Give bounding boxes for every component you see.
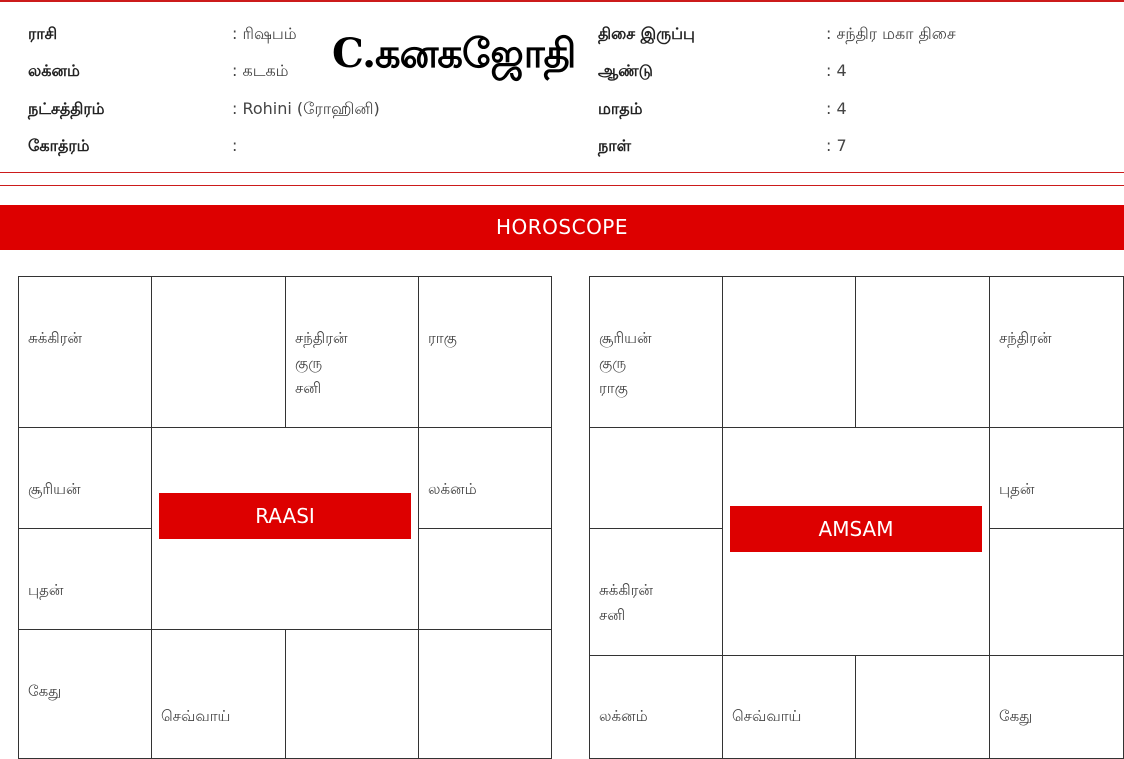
amsam-house-4 [989,276,1124,428]
raasi-house-planets: சந்திரன் குரு சனி [295,329,348,397]
raasi-house-6 [418,528,552,630]
raasi-house-2 [151,276,286,428]
raasi-house-planets: லக்னம் [428,480,477,498]
amsam-house-2 [722,276,856,428]
amsam-house-planets: லக்னம் [599,707,648,725]
raasi-label-badge: RAASI [159,493,411,539]
raasi-house-1 [18,276,152,428]
raasi-house-5 [418,427,552,529]
info-value-dasa: : சந்திர மகா திசை [826,24,956,43]
amsam-house-planets: சுக்கிரன் சனி [599,581,653,624]
raasi-house-3 [285,276,419,428]
raasi-house-planets: ராகு [428,329,457,347]
raasi-house-11 [18,528,152,630]
info-label-year: ஆண்டு [598,61,653,80]
info-value-rasi: : ரிஷபம் [232,24,297,43]
info-value-lagnam: : கடகம் [232,61,289,80]
raasi-house-4 [418,276,552,428]
amsam-house-planets: புதன் [999,480,1035,498]
person-name-overlay: C.கனகஜோதி [332,30,576,77]
info-label-rasi: ராசி [28,24,58,43]
info-value-year: : 4 [826,61,847,80]
raasi-house-planets: சூரியன் [28,480,81,498]
raasi-house-planets: செவ்வாய் [161,707,231,725]
horoscope-banner: HOROSCOPE [0,205,1124,250]
info-label-day: நாள் [598,136,632,155]
amsam-house-planets: சந்திரன் [999,329,1052,347]
amsam-house-9 [722,655,856,759]
amsam-house-10 [589,655,723,759]
amsam-house-6 [989,528,1124,656]
info-value-nakshatra: : Rohini (ரோஹினி) [232,99,380,118]
amsam-house-8 [855,655,990,759]
amsam-house-5 [989,427,1124,529]
info-label-month: மாதம் [598,99,643,118]
info-value-day: : 7 [826,136,847,155]
info-value-gotram: : [232,136,238,155]
amsam-house-11 [589,528,723,656]
info-label-gotram: கோத்ரம் [28,136,90,155]
raasi-house-planets: கேது [28,682,62,700]
top-border [0,0,1124,2]
info-label-dasa: திசை இருப்பு [598,24,695,43]
raasi-house-12 [18,427,152,529]
raasi-house-9 [151,629,286,759]
amsam-house-1 [589,276,723,428]
amsam-house-planets: செவ்வாய் [732,707,802,725]
amsam-house-7 [989,655,1124,759]
info-label-nakshatra: நட்சத்திரம் [28,99,105,118]
raasi-house-planets: புதன் [28,581,64,599]
amsam-house-3 [855,276,990,428]
raasi-house-7 [418,629,552,759]
info-label-lagnam: லக்னம் [28,61,80,80]
amsam-house-planets: கேது [999,707,1033,725]
raasi-house-planets: சுக்கிரன் [28,329,82,347]
amsam-label-badge: AMSAM [730,506,982,552]
raasi-house-8 [285,629,419,759]
divider-line [0,172,1124,173]
raasi-house-10 [18,629,152,759]
amsam-house-12 [589,427,723,529]
divider-line [0,185,1124,186]
info-value-month: : 4 [826,99,847,118]
amsam-house-planets: சூரியன் குரு ராகு [599,329,652,397]
